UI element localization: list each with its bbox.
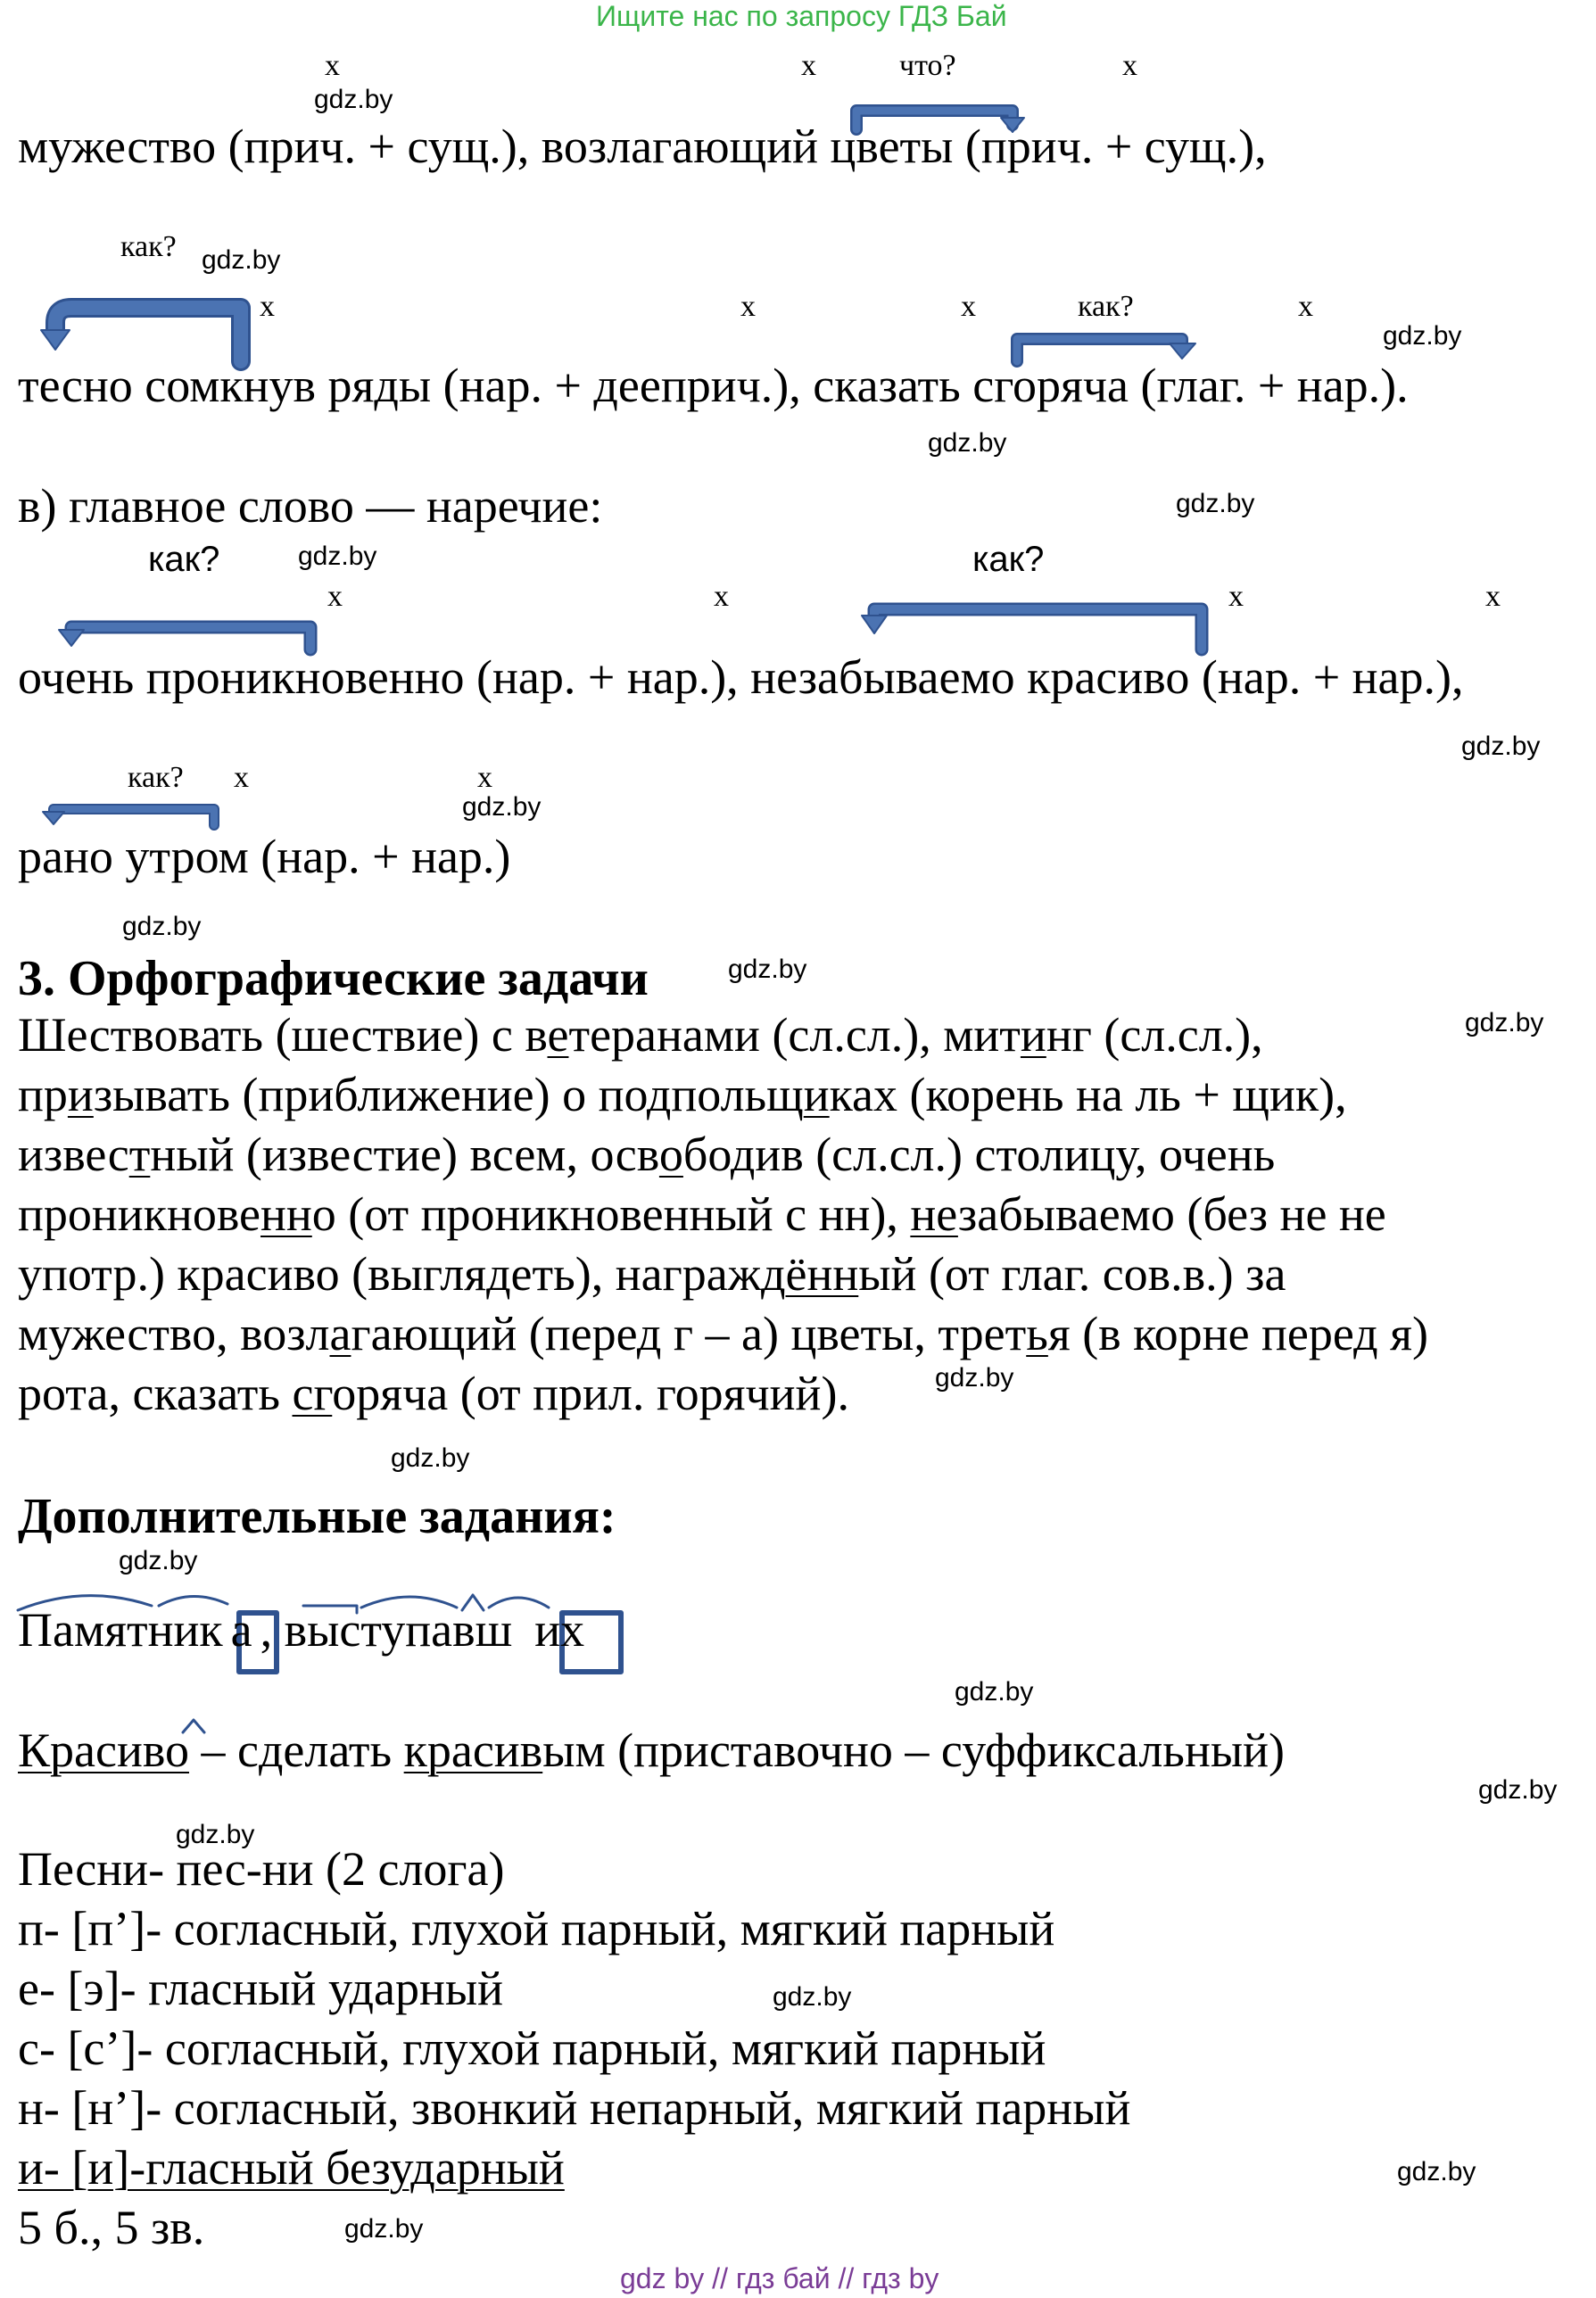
mark-x: x xyxy=(325,49,340,82)
watermark: gdz.by xyxy=(122,912,202,941)
spelling-line: известный (известие) всем, освободив (сл.сл.) столицу, очень xyxy=(18,1128,1276,1181)
mark-x: x xyxy=(714,580,729,613)
question-label: как? xyxy=(120,230,177,263)
section-heading: 3. Орфографические задачи xyxy=(18,951,649,1006)
mark-x: x xyxy=(1228,580,1244,613)
spelling-line: рота, сказать сгоряча (от прил. горячий). xyxy=(18,1367,849,1420)
watermark: gdz.by xyxy=(314,85,393,114)
watermark: gdz.by xyxy=(176,1820,255,1849)
top-banner[interactable]: Ищите нас по запросу ГДЗ Бай xyxy=(596,0,1007,32)
watermark: gdz.by xyxy=(119,1546,198,1575)
watermark: gdz.by xyxy=(935,1363,1014,1393)
phonetic-line: е- [э]- гласный ударный xyxy=(18,1962,504,2015)
word-formation: Красиво – сделать красивым (приставочно – суффиксальный) xyxy=(18,1724,1285,1777)
watermark: gdz.by xyxy=(298,541,377,571)
phrase-line-1: мужество (прич. + сущ.), возлагающий цветы (прич. + сущ.), xyxy=(18,120,1267,173)
question-label: как? xyxy=(148,540,220,579)
mark-x: x xyxy=(801,49,816,82)
mark-x: x xyxy=(327,580,343,613)
watermark: gdz.by xyxy=(1176,489,1255,518)
watermark: gdz.by xyxy=(391,1443,470,1473)
phonetic-summary: 5 б., 5 зв. xyxy=(18,2201,205,2254)
phonetic-line: п- [п’]- согласный, глухой парный, мягкий парный xyxy=(18,1902,1055,1955)
subsection-heading: в) главное слово — наречие: xyxy=(18,479,603,533)
additional-heading: Дополнительные задания: xyxy=(18,1489,616,1544)
mark-x: x xyxy=(740,290,756,323)
watermark: gdz.by xyxy=(1383,321,1462,351)
watermark: gdz.by xyxy=(1478,1775,1558,1805)
mark-x: x xyxy=(234,761,249,794)
watermark: gdz.by xyxy=(928,428,1007,458)
watermark: gdz.by xyxy=(955,1677,1034,1707)
watermark: gdz.by xyxy=(728,955,807,984)
watermark: gdz.by xyxy=(1461,732,1541,761)
question-label: как? xyxy=(1078,290,1134,323)
spelling-line: мужество, возлагающий (перед г – а) цветы, третья (в корне перед я) xyxy=(18,1307,1428,1360)
spelling-line: призывать (приближение) о подпольщиках (корень на ль + щик), xyxy=(18,1068,1347,1121)
phonetic-line: и- [и]-гласный безударный xyxy=(18,2141,565,2195)
phrase-line-2: тесно сомкнув ряды (нар. + дееприч.), сказать сгоряча (глаг. + нар.). xyxy=(18,359,1409,412)
phrase-line-5: рано утром (нар. + нар.) xyxy=(18,830,511,883)
question-label: что? xyxy=(899,49,956,82)
spelling-line: Шествовать (шествие) с ветеранами (сл.сл.), митинг (сл.сл.), xyxy=(18,1008,1263,1062)
bottom-banner[interactable]: gdz by // гдз бай // гдз by xyxy=(620,2262,939,2294)
phonetic-line: с- [с’]- согласный, глухой парный, мягкий парный xyxy=(18,2021,1046,2075)
watermark: gdz.by xyxy=(462,792,542,822)
spelling-line: употр.) красиво (выглядеть), награждённый (от глаг. сов.в.) за xyxy=(18,1247,1286,1301)
arrow-adverb-2 xyxy=(874,609,1202,649)
mark-x: x xyxy=(1122,49,1137,82)
mark-x: x xyxy=(260,290,275,323)
spelling-line: проникновенно (от проникновенный с нн), незабываемо (без не не xyxy=(18,1187,1386,1241)
watermark: gdz.by xyxy=(773,1982,852,2012)
mark-x: x xyxy=(1298,290,1313,323)
watermark: gdz.by xyxy=(1397,2157,1476,2186)
phrase-line-4: очень проникновенно (нар. + нар.), незабываемо красиво (нар. + нар.), xyxy=(18,650,1464,704)
mark-x: x xyxy=(477,761,492,794)
watermark: gdz.by xyxy=(1465,1008,1544,1037)
question-label: как? xyxy=(128,761,184,794)
question-label: как? xyxy=(972,540,1045,579)
mark-x: x xyxy=(1485,580,1501,613)
watermark: gdz.by xyxy=(344,2214,424,2244)
phonetic-line: н- [н’]- согласный, звонкий непарный, мягкий парный xyxy=(18,2081,1131,2135)
watermark: gdz.by xyxy=(202,245,281,275)
morpheme-parse: Памятник а , выступавш их xyxy=(18,1603,585,1657)
arrow-gerund xyxy=(55,308,241,361)
phonetic-line: Песни- пес-ни (2 слога) xyxy=(18,1842,505,1896)
mark-x: x xyxy=(961,290,976,323)
